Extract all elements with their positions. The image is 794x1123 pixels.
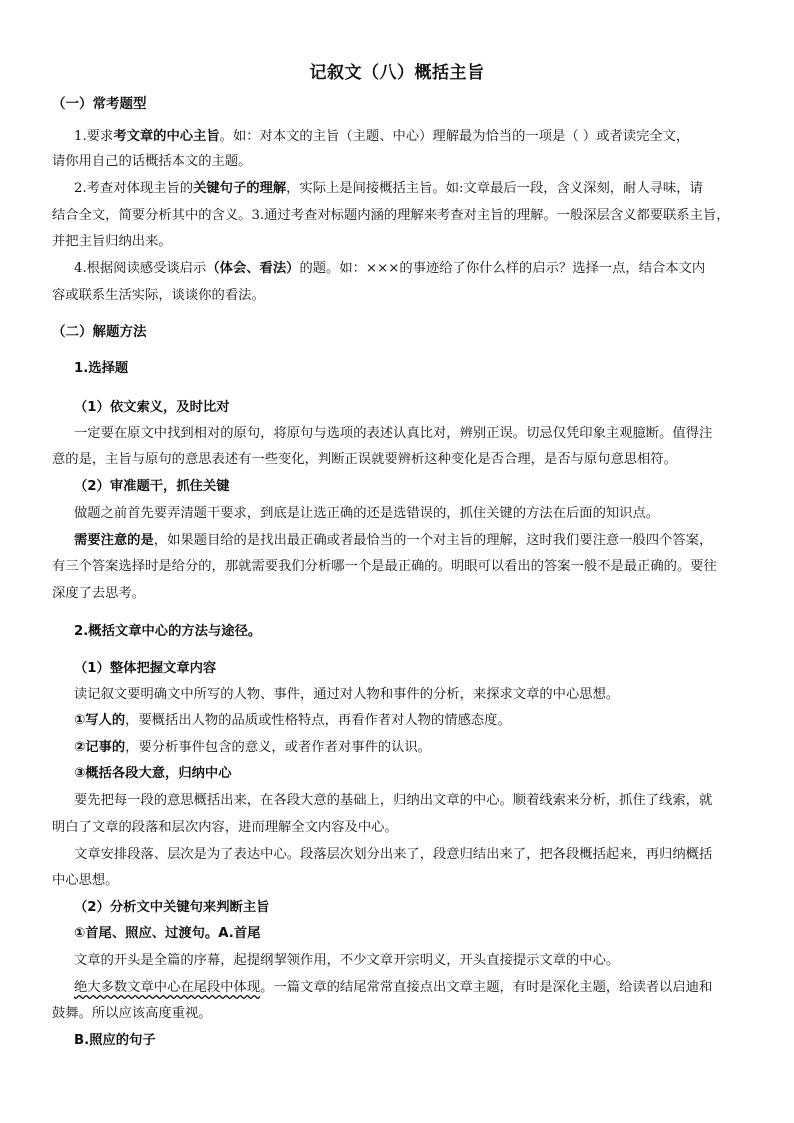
list-item: ①写人的，要概括出人物的品质或性格特点，再看作者对人物的情感态度。 [74,713,511,728]
subheading-summarize-center: 2.概括文章中心的方法与途径。 [74,624,262,639]
section-heading-methods: （二）解题方法 [52,324,147,340]
paragraph-line: 鼓舞。所以应该高度重视。 [52,1006,212,1021]
subheading: （2）审准题干，抓住关键 [74,479,230,494]
section-heading-question-types: （一）常考题型 [52,96,147,112]
paragraph-line: 并把主旨归纳出来。 [52,234,172,249]
list-item: B.照应的句子 [74,1033,156,1048]
subheading: （2）分析文中关键句来判断主旨 [74,900,270,915]
paragraph-line: 文章的开头是全篇的序幕，起提纲挈领作用，不少文章开宗明义，开头直接提示文章的中心。 [74,953,620,968]
list-item: ①首尾、照应、过渡句。A.首尾 [74,926,261,941]
paragraph-line: 深度了去思考。 [52,586,146,601]
paragraph-line: 1.要求考文章的中心主旨。如：对本文的主旨（主题、中心）理解最为恰当的一项是（ ）或者读完全文， [74,129,690,144]
paragraph-line: 2.考查对体现主旨的关键句子的理解，实际上是间接概括主旨。如:文章最后一段，含义深刻，耐人寻味，请 [74,181,703,196]
list-item: ③概括各段大意，归纳中心 [74,766,232,781]
paragraph-line: 请你用自己的话概括本文的主题。 [52,154,252,169]
document-title: 记叙文（八）概括主旨 [309,63,485,83]
paragraph-line: 一定要在原文中找到相对的原句，将原句与选项的表述认真比对，辨别正误。切忌仅凭印象主观臆断。值得注 [74,426,713,441]
paragraph-line: 绝大多数文章中心在尾段中体现。一篇文章的结尾常常直接点出文章主题，有时是深化主题，给读者以启迪和 [74,980,713,995]
subheading: （1）依文索义，及时比对 [74,400,230,415]
paragraph-line: 要先把每一段的意思概括出来，在各段大意的基础上，归纳出文章的中心。顺着线索来分析，抓住了线索，就 [74,793,713,808]
paragraph-line: 意的是，主旨与原句的意思表述有一些变化，判断正误就要辨析这种变化是否合理，是否与原句意思相符。 [52,452,677,467]
paragraph-line: 读记叙文要明确文中所写的人物、事件，通过对人物和事件的分析，来探求文章的中心思想。 [74,687,620,702]
paragraph-line: 文章安排段落、层次是为了表达中心。段落层次划分出来了，段意归结出来了，把各段概括起来，再归纳概括 [74,847,713,862]
list-item: ②记事的，要分析事件包含的意义，或者作者对事件的认识。 [74,740,431,755]
paragraph-line: 结合全文，简要分析其中的含义。3.通过考查对标题内涵的理解来考查对主旨的理解。一般深层含义都要联系主旨， [52,208,730,223]
paragraph-line: 需要注意的是，如果题目给的是找出最正确或者最恰当的一个对主旨的理解，这时我们要注意一般四个答案， [74,533,713,548]
paragraph-line: 做题之前首先要弄清题干要求，到底是让选正确的还是选错误的，抓住关键的方法在后面的知识点。 [74,506,660,521]
paragraph-line: 有三个答案选择时是给分的，那就需要我们分析哪一个是最正确的。明眼可以看出的答案一般不是最正确的。要往 [52,559,717,574]
paragraph-line: 中心思想。 [52,873,119,888]
paragraph-line: 明白了文章的段落和层次内容，进而理解全文内容及中心。 [52,820,398,835]
paragraph-line: 容或联系生活实际，谈谈你的看法。 [52,288,265,303]
subheading: （1）整体把握文章内容 [74,661,217,676]
subheading-multiple-choice: 1.选择题 [74,361,129,376]
paragraph-line: 4.根据阅读感受谈启示（体会、看法）的题。如：×××的事迹给了你什么样的启示？选择一点，结合本文内 [74,261,706,276]
